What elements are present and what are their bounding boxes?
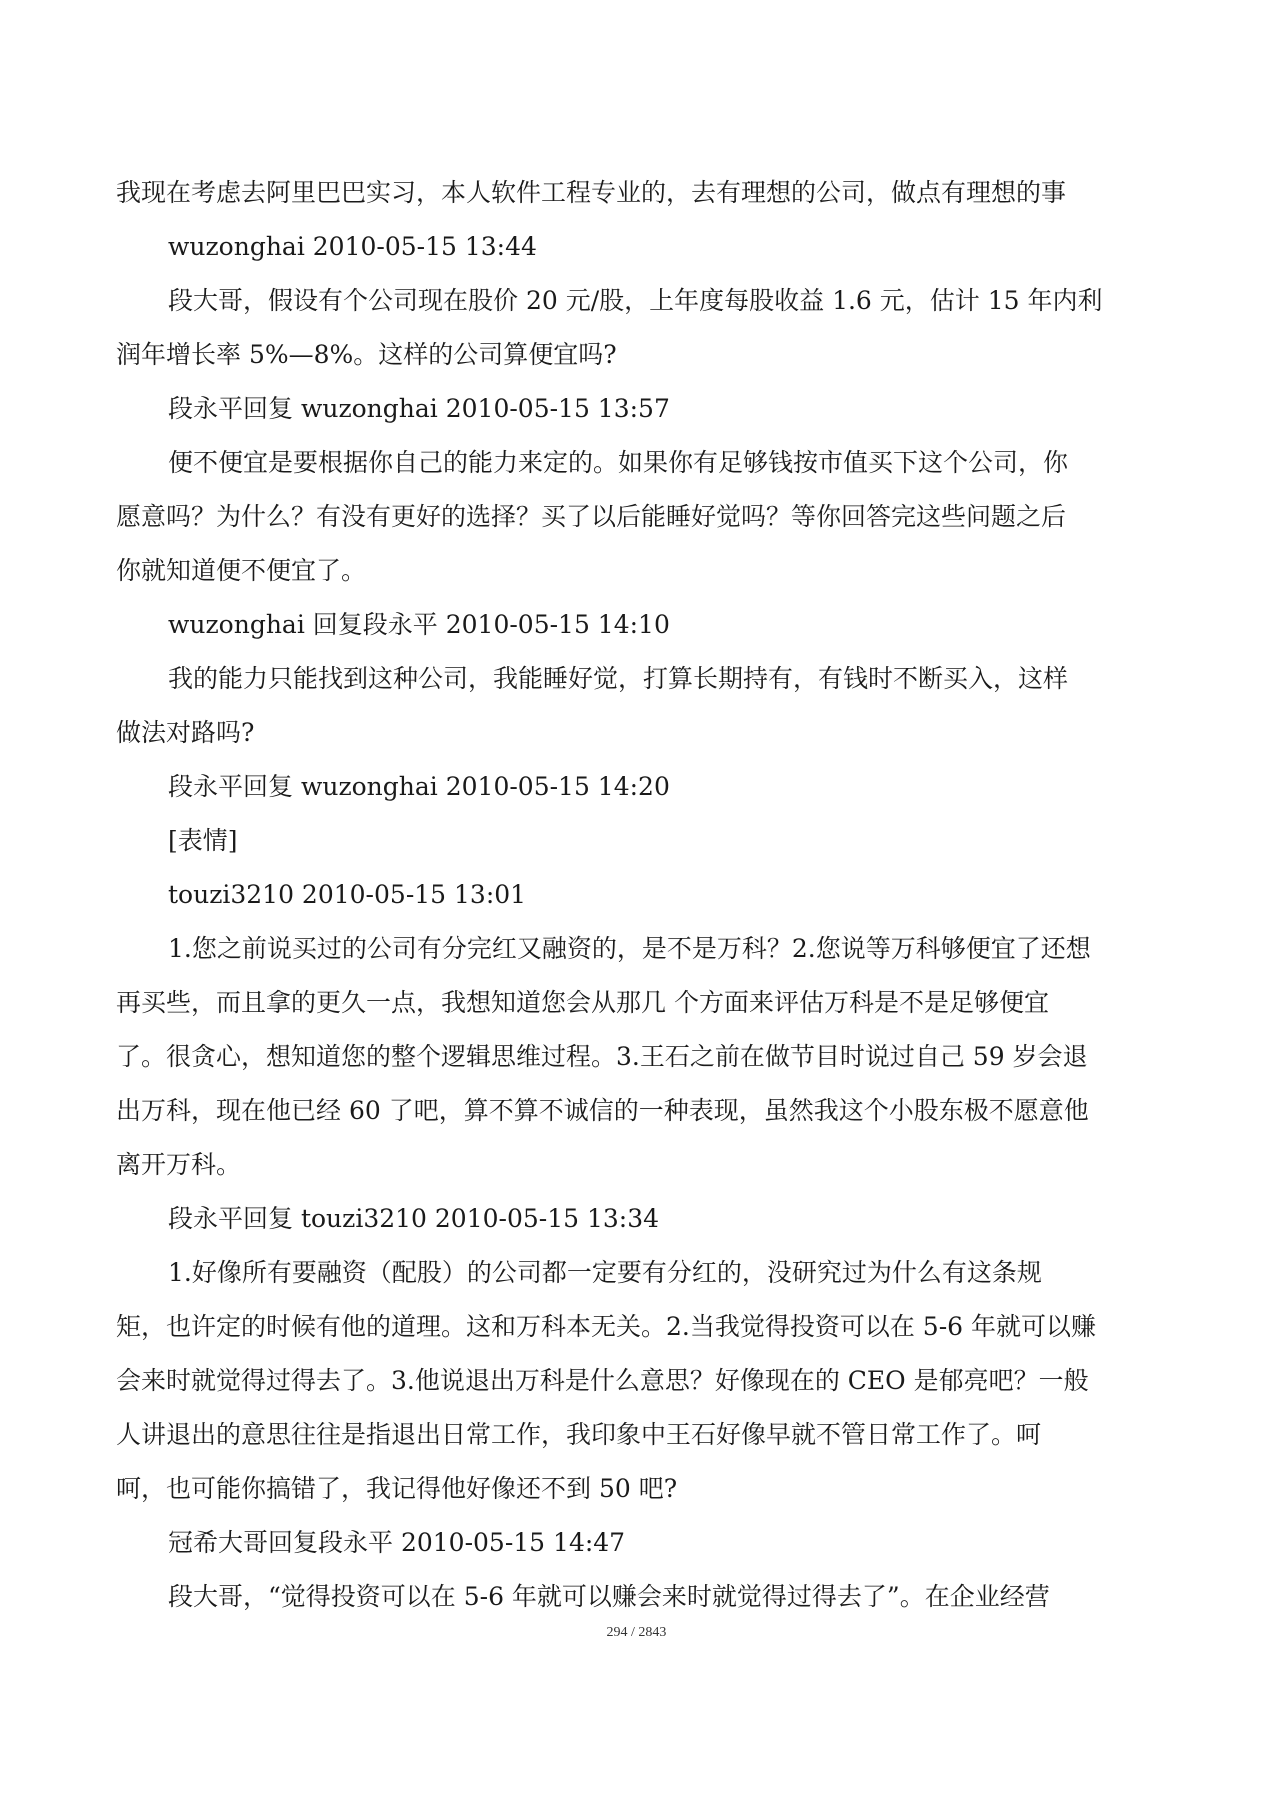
document-body (116, 166, 1158, 1624)
emoticon-placeholder: [表情] (168, 826, 238, 855)
text-line: 做法对路吗? (116, 718, 255, 747)
text-line: 矩，也许定的时候有他的道理。这和万科本无关。2.当我觉得投资可以在 5-6 年就可以赚 (116, 1312, 1097, 1341)
reply-header: touzi3210 2010-05-15 13:01 (168, 880, 527, 909)
text-line: 出万科，现在他已经 60 了吧，算不算不诚信的一种表现，虽然我这个小股东极不愿意他 (116, 1096, 1089, 1125)
text-line: 人讲退出的意思往往是指退出日常工作，我印象中王石好像早就不管日常工作了。呵 (116, 1420, 1042, 1449)
text-line: 便不便宜是要根据你自己的能力来定的。如果你有足够钱按市值买下这个公司，你 (168, 448, 1069, 477)
text-line: 段大哥，“觉得投资可以在 5-6 年就可以赚会来时就觉得过得去了”。在企业经营 (168, 1582, 1050, 1611)
text-line: 了。很贪心，想知道您的整个逻辑思维过程。3.王石之前在做节目时说过自己 59 岁会退 (116, 1042, 1088, 1071)
text-line: 愿意吗？为什么？有没有更好的选择？买了以后能睡好觉吗？等你回答完这些问题之后 (116, 502, 1067, 531)
text-line: 1.好像所有要融资（配股）的公司都一定要有分红的，没研究过为什么有这条规 (168, 1258, 1042, 1287)
text-line: 离开万科。 (116, 1150, 242, 1179)
reply-header: 段永平回复 touzi3210 2010-05-15 13:34 (168, 1204, 660, 1233)
reply-header: 段永平回复 wuzonghai 2010-05-15 14:20 (168, 772, 670, 801)
text-line: 再买些，而且拿的更久一点，我想知道您会从那几 个方面来评估万科是不是足够便宜 (116, 988, 1049, 1017)
text-line: 段大哥，假设有个公司现在股价 20 元/股，上年度每股收益 1.6 元，估计 15 年内利 (168, 286, 1103, 315)
reply-header: 段永平回复 wuzonghai 2010-05-15 13:57 (168, 394, 670, 423)
text-line: 你就知道便不便宜了。 (116, 556, 367, 585)
text-line: 会来时就觉得过得去了。3.他说退出万科是什么意思？好像现在的 CEO 是郁亮吧？一般 (116, 1366, 1089, 1395)
reply-header: wuzonghai 2010-05-15 13:44 (168, 232, 537, 261)
page-number: 294 / 2843 (606, 1625, 667, 1640)
text-line: 我现在考虑去阿里巴巴实习，本人软件工程专业的，去有理想的公司，做点有理想的事 (116, 178, 1067, 207)
reply-header: 冠希大哥回复段永平 2010-05-15 14:47 (168, 1528, 626, 1557)
text-line: 我的能力只能找到这种公司，我能睡好觉，打算长期持有，有钱时不断买入，这样 (168, 664, 1069, 693)
text-line: 呵，也可能你搞错了，我记得他好像还不到 50 吧? (116, 1474, 678, 1503)
text-line: 1.您之前说买过的公司有分完红又融资的，是不是万科？2.您说等万科够便宜了还想 (168, 934, 1091, 963)
reply-header: wuzonghai 回复段永平 2010-05-15 14:10 (168, 610, 670, 639)
text-line: 润年增长率 5%—8%。这样的公司算便宜吗? (116, 340, 617, 369)
